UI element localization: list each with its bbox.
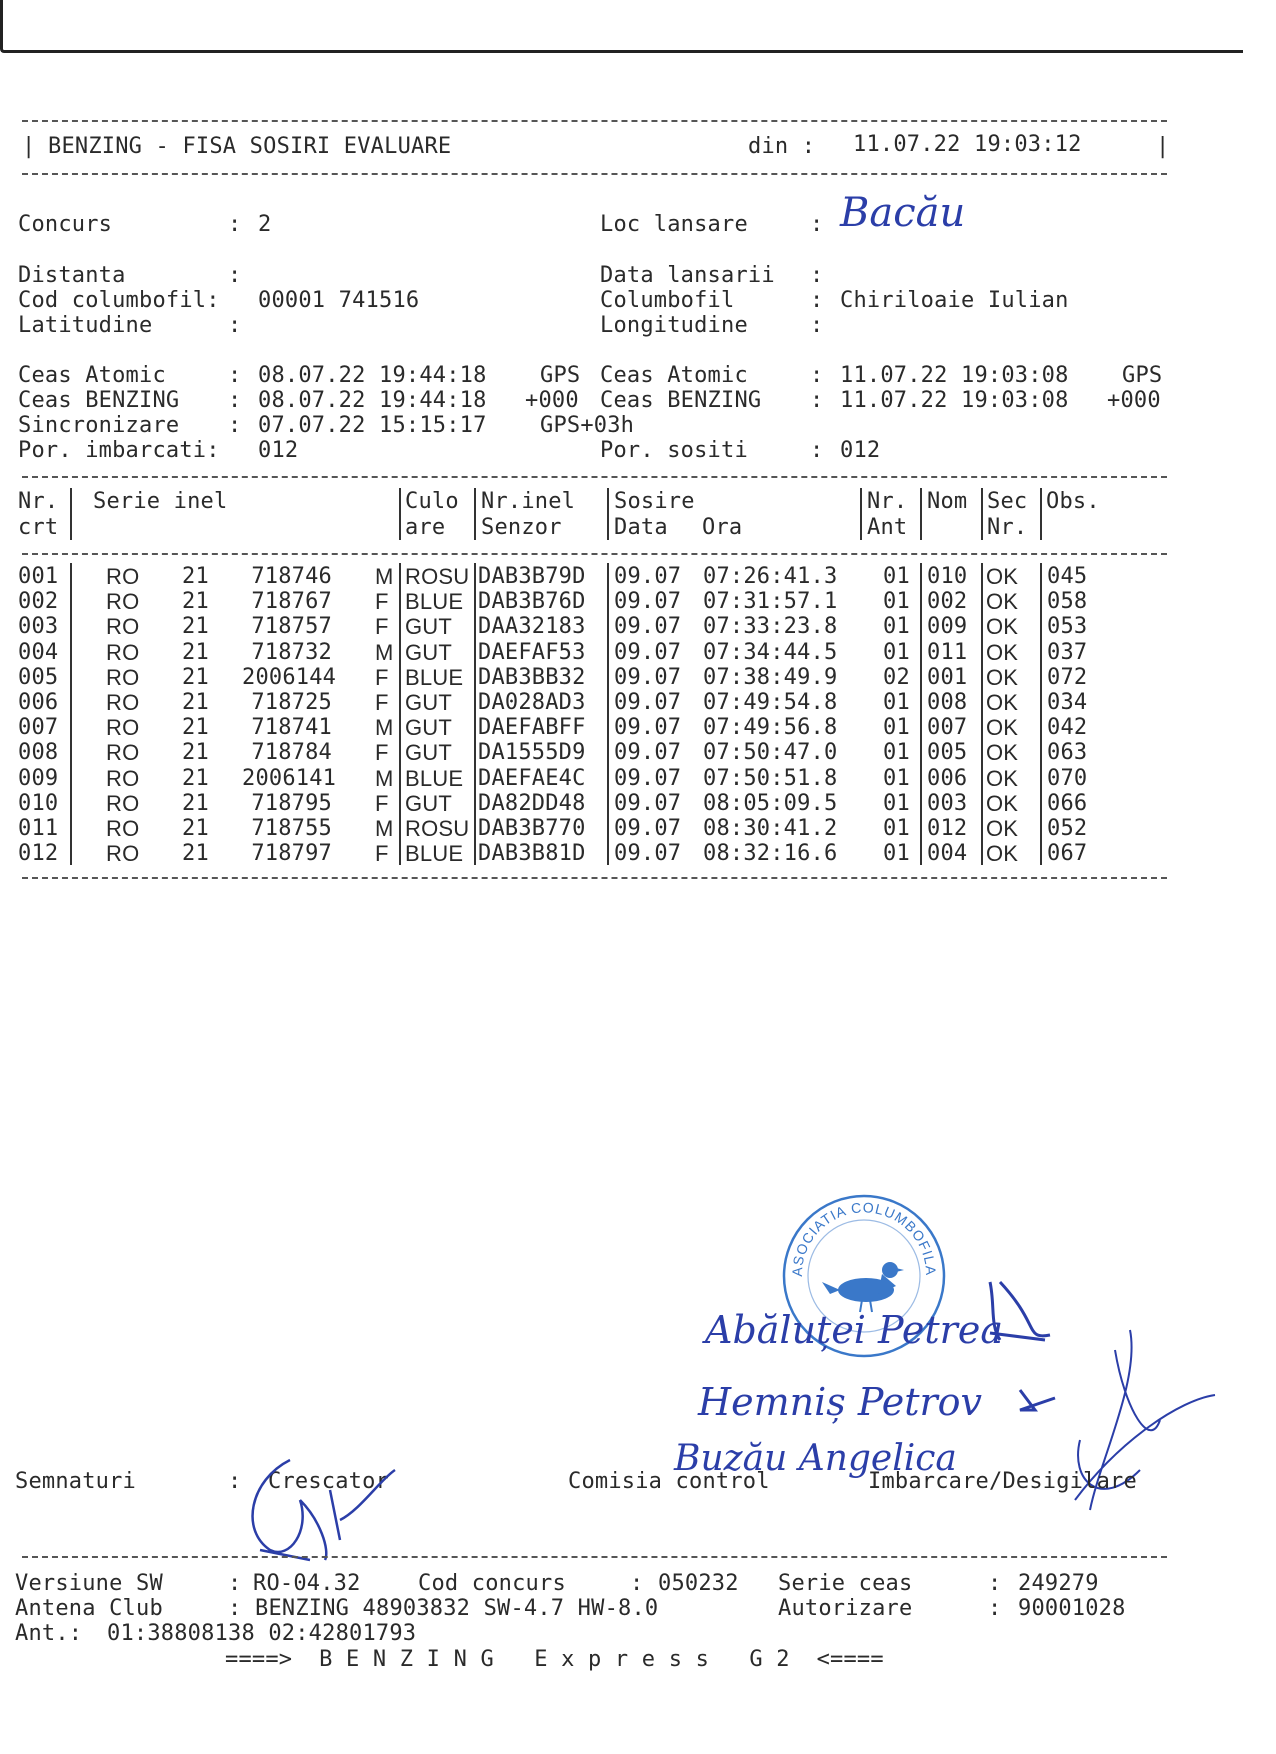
antena-colon: : [228,1596,242,1621]
versiune-label: Versiune SW [15,1571,163,1596]
imbarcati-value: 012 [258,438,299,463]
row-004-sec: OK [986,639,1019,665]
row-003-nr: 003 [18,614,59,640]
row-009-nr: 009 [18,765,59,791]
row-001-nr: 001 [18,564,59,589]
loc-lansare-colon: : [810,212,824,237]
semnaturi-label: Semnaturi [15,1469,137,1494]
row-004-ora: 07:34:44.5 [703,639,838,665]
row-011-ora: 08:30:41.2 [703,816,838,841]
signature-name-2: Hemniș Petrov [698,1380,982,1424]
row-005-tara: RO [106,664,140,690]
row-010-sex: F [375,790,389,816]
col-header-crt: crt [18,515,59,540]
cod-columbofil-value: 00001 741516 [258,288,420,313]
cod-concurs-value: 050232 [658,1571,739,1596]
din-label: din : [748,134,816,159]
row-005-sex: F [375,664,389,690]
row-011-obs: 052 [1047,816,1088,841]
ceas-benzing-value-start: 08.07.22 19:44:18 [258,388,487,413]
row-011-culoare: ROSU [405,816,470,841]
row-012-tara: RO [106,841,140,867]
document-title: BENZING - FISA SOSIRI EVALUARE [48,134,452,159]
row-001-ant: 01 [883,564,910,589]
row-004-inel: 718732 [251,639,332,665]
row-008-tara: RO [106,740,140,766]
autorizare-value: 90001028 [1018,1596,1126,1621]
col-header-culoare-2: are [405,515,446,540]
ceas-atomic-value-start: 08.07.22 19:44:18 [258,363,487,388]
col-header-nr: Nr. [18,489,59,514]
row-003-culoare: GUT [405,614,453,640]
cod-concurs-colon: : [630,1571,644,1596]
ant-value: 01:38808138 02:42801793 [107,1621,417,1646]
row-007-an: 21 [182,715,209,741]
row-009-culoare: BLUE [405,765,464,791]
signature-name-3: Buzău Angelica [674,1438,957,1479]
distanta-colon: : [228,263,242,288]
row-012-nom: 004 [927,841,968,867]
row-007-senzor: DAEFABFF [478,715,586,741]
din-timestamp: 11.07.22 19:03:12 [853,132,1082,157]
loc-lansare-label: Loc lansare [600,212,748,237]
breeder-signature [230,1450,420,1570]
header-right-pipe: | [1156,134,1170,159]
row-001-senzor: DAB3B79D [478,564,586,589]
row-008-ant: 01 [883,740,910,766]
antena-label: Antena Club [15,1596,163,1621]
row-001-inel: 718746 [251,564,332,589]
row-011-nom: 012 [927,816,968,841]
columbofil-value: Chiriloaie Iulian [840,288,1069,313]
row-009-ant: 01 [883,765,910,791]
row-001-an: 21 [182,564,209,589]
col-header-sosire-ora: Ora [702,515,743,540]
columbofil-colon: : [810,288,824,313]
row-011-sex: M [375,816,394,841]
autorizare-label: Autorizare [778,1596,913,1621]
row-006-nr: 006 [18,690,59,715]
imbarcati-label: Por. imbarcati: [18,438,220,463]
row-002-ant: 01 [883,589,910,615]
row-010-sec: OK [986,790,1019,816]
col-header-sosire: Sosire [614,489,695,514]
row-010-an: 21 [182,790,209,816]
row-002-ora: 07:31:57.1 [703,589,838,615]
ceas-atomic-suffix-start: GPS [540,363,581,388]
serie-ceas-label: Serie ceas [778,1571,913,1596]
row-012-culoare: BLUE [405,841,464,867]
row-002-tara: RO [106,589,140,615]
ceas-benzing-colon-end: : [810,388,824,413]
ceas-benzing-label-start: Ceas BENZING [18,388,180,413]
row-004-nom: 011 [927,639,968,665]
row-006-sex: F [375,690,389,715]
row-012-obs: 067 [1047,841,1088,867]
row-005-sec: OK [986,664,1019,690]
longitudine-label: Longitudine [600,313,748,338]
row-003-tara: RO [106,614,140,640]
ceas-benzing-value-end: 11.07.22 19:03:08 [840,388,1069,413]
header-left-pipe: | [22,134,36,159]
row-010-ant: 01 [883,790,910,816]
row-009-sec: OK [986,765,1019,791]
row-012-ant: 01 [883,841,910,867]
row-008-an: 21 [182,740,209,766]
row-002-nr: 002 [18,589,59,615]
col-header-sec-2: Nr. [987,515,1028,540]
row-006-senzor: DA028AD3 [478,690,586,715]
row-003-inel: 718757 [251,614,332,640]
versiune-colon: : [228,1571,242,1596]
col-header-ant-1: Nr. [867,489,908,514]
row-006-ora: 07:49:54.8 [703,690,838,715]
col-header-ant-2: Ant [867,515,908,540]
row-002-an: 21 [182,589,209,615]
row-012-an: 21 [182,841,209,867]
row-012-inel: 718797 [251,841,332,867]
row-007-nom: 007 [927,715,968,741]
row-003-nom: 009 [927,614,968,640]
row-003-sec: OK [986,614,1019,640]
row-003-obs: 053 [1047,614,1088,640]
row-012-sex: F [375,841,389,867]
concurs-label: Concurs [18,212,113,237]
ceas-atomic-colon-end: : [810,363,824,388]
row-003-sex: F [375,614,389,640]
row-010-ora: 08:05:09.5 [703,790,838,816]
row-007-culoare: GUT [405,715,453,741]
row-002-culoare: BLUE [405,589,464,615]
row-001-sex: M [375,564,394,589]
row-006-nom: 008 [927,690,968,715]
row-012-data: 09.07 [614,841,682,867]
footer-divider [22,1556,1167,1558]
row-008-inel: 718784 [251,740,332,766]
row-007-sex: M [375,715,394,741]
row-005-ora: 07:38:49.9 [703,664,838,690]
row-002-sec: OK [986,589,1019,615]
row-011-nr: 011 [18,816,59,841]
row-008-obs: 063 [1047,740,1088,766]
row-006-ant: 01 [883,690,910,715]
row-004-data: 09.07 [614,639,682,665]
row-008-data: 09.07 [614,740,682,766]
sositi-colon: : [810,438,824,463]
row-009-tara: RO [106,765,140,791]
row-005-nr: 005 [18,664,59,690]
row-001-sec: OK [986,564,1019,589]
row-007-nr: 007 [18,715,59,741]
row-007-ant: 01 [883,715,910,741]
row-004-culoare: GUT [405,639,453,665]
ceas-benzing-suffix-start: +000 [525,388,579,413]
row-010-obs: 066 [1047,790,1088,816]
row-011-sec: OK [986,816,1019,841]
data-lansarii-colon: : [810,263,824,288]
row-006-culoare: GUT [405,690,453,715]
serie-ceas-colon: : [988,1571,1002,1596]
row-008-senzor: DA1555D9 [478,740,586,766]
row-010-data: 09.07 [614,790,682,816]
sincronizare-colon: : [228,413,242,438]
row-009-nom: 006 [927,765,968,791]
row-005-culoare: BLUE [405,664,464,690]
row-005-obs: 072 [1047,664,1088,690]
row-004-nr: 004 [18,639,59,665]
row-010-senzor: DA82DD48 [478,790,586,816]
cod-concurs-label: Cod concurs [418,1571,566,1596]
row-004-ant: 01 [883,639,910,665]
row-001-culoare: ROSU [405,564,470,589]
crescator-label: Crescator [268,1469,390,1494]
stamp-text: ASOCIATIA COLUMBOFILA [788,1199,940,1277]
row-003-data: 09.07 [614,614,682,640]
ceas-benzing-label-end: Ceas BENZING [600,388,762,413]
ceas-atomic-colon-start: : [228,363,242,388]
col-header-serie: Serie inel [93,489,228,514]
row-005-inel: 2006144 [242,664,337,690]
col-header-sec-1: Sec [987,489,1028,514]
col-header-obs: Obs. [1046,489,1100,514]
row-006-data: 09.07 [614,690,682,715]
row-009-an: 21 [182,765,209,791]
row-010-nom: 003 [927,790,968,816]
row-006-an: 21 [182,690,209,715]
row-009-inel: 2006141 [242,765,337,791]
row-004-obs: 037 [1047,639,1088,665]
row-009-sex: M [375,765,394,791]
imbarcare-label: Imbarcare/Desigilare [868,1469,1137,1494]
latitudine-colon: : [228,313,242,338]
row-001-ora: 07:26:41.3 [703,564,838,589]
row-005-nom: 001 [927,664,968,690]
row-009-obs: 070 [1047,765,1088,791]
row-010-tara: RO [106,790,140,816]
row-010-nr: 010 [18,790,59,816]
row-008-culoare: GUT [405,740,453,766]
sositi-value: 012 [840,438,881,463]
row-010-inel: 718795 [251,790,332,816]
row-011-inel: 718755 [251,816,332,841]
row-004-an: 21 [182,639,209,665]
sincronizare-suffix: GPS+03h [540,413,635,438]
row-002-nom: 002 [927,589,968,615]
row-005-data: 09.07 [614,664,682,690]
longitudine-colon: : [810,313,824,338]
row-007-data: 09.07 [614,715,682,741]
row-002-senzor: DAB3B76D [478,589,586,615]
row-011-ant: 01 [883,816,910,841]
row-005-ant: 02 [883,664,910,690]
sincronizare-label: Sincronizare [18,413,180,438]
concurs-colon: : [228,212,242,237]
col-header-culoare-1: Culo [405,489,459,514]
latitudine-label: Latitudine [18,313,153,338]
row-008-sec: OK [986,740,1019,766]
signature-name-1: Abăluței Petrea [705,1308,1003,1352]
row-003-an: 21 [182,614,209,640]
row-008-ora: 07:50:47.0 [703,740,838,766]
cod-columbofil-label: Cod columbofil: [18,288,220,313]
row-007-tara: RO [106,715,140,741]
row-011-senzor: DAB3B770 [478,816,586,841]
row-001-obs: 045 [1047,564,1088,589]
comisia-label: Comisia control [568,1469,770,1494]
ceas-benzing-colon-start: : [228,388,242,413]
ceas-atomic-suffix-end: GPS [1122,363,1163,388]
row-003-senzor: DAA32183 [478,614,586,640]
row-006-obs: 034 [1047,690,1088,715]
row-011-tara: RO [106,816,140,841]
row-010-culoare: GUT [405,790,453,816]
col-header-sosire-data: Data [614,515,668,540]
row-011-data: 09.07 [614,816,682,841]
row-001-data: 09.07 [614,564,682,589]
row-001-nom: 010 [927,564,968,589]
row-003-ora: 07:33:23.8 [703,614,838,640]
col-header-senzor-1: Nr.inel [481,489,576,514]
row-001-tara: RO [106,564,140,589]
row-009-senzor: DAEFAE4C [478,765,586,791]
row-008-nr: 008 [18,740,59,766]
col-header-nom: Nom [927,489,968,514]
ceas-benzing-suffix-end: +000 [1107,388,1161,413]
ant-label: Ant.: [15,1621,83,1646]
row-004-sex: M [375,639,394,665]
row-005-senzor: DAB3BB32 [478,664,586,690]
row-006-sec: OK [986,690,1019,715]
row-007-obs: 042 [1047,715,1088,741]
row-009-data: 09.07 [614,765,682,791]
row-012-nr: 012 [18,841,59,867]
row-008-nom: 005 [927,740,968,766]
row-007-inel: 718741 [251,715,332,741]
row-011-an: 21 [182,816,209,841]
col-header-senzor-2: Senzor [481,515,562,540]
row-002-inel: 718767 [251,589,332,615]
row-006-tara: RO [106,690,140,715]
distanta-label: Distanta [18,263,126,288]
row-012-ora: 08:32:16.6 [703,841,838,867]
ceas-atomic-label-end: Ceas Atomic [600,363,748,388]
row-003-ant: 01 [883,614,910,640]
row-007-ora: 07:49:56.8 [703,715,838,741]
autorizare-colon: : [988,1596,1002,1621]
data-lansarii-label: Data lansarii [600,263,775,288]
row-009-ora: 07:50:51.8 [703,765,838,791]
row-006-inel: 718725 [251,690,332,715]
loc-lansare-handwritten: Bacău [840,190,966,236]
benzing-express-banner: ====> B E N Z I N G E x p r e s s G 2 <==== [225,1647,884,1672]
row-004-tara: RO [106,639,140,665]
ceas-atomic-value-end: 11.07.22 19:03:08 [840,363,1069,388]
semnaturi-colon: : [228,1469,242,1494]
row-002-obs: 058 [1047,589,1088,615]
row-007-sec: OK [986,715,1019,741]
serie-ceas-value: 249279 [1018,1571,1099,1596]
row-004-senzor: DAEFAF53 [478,639,586,665]
row-008-sex: F [375,740,389,766]
row-005-an: 21 [182,664,209,690]
row-012-senzor: DAB3B81D [478,841,586,867]
concurs-value: 2 [258,212,272,237]
columbofil-label: Columbofil [600,288,735,313]
sincronizare-value: 07.07.22 15:15:17 [258,413,487,438]
versiune-value: RO-04.32 [253,1571,361,1596]
ceas-atomic-label-start: Ceas Atomic [18,363,166,388]
sositi-label: Por. sositi [600,438,748,463]
row-002-data: 09.07 [614,589,682,615]
row-002-sex: F [375,589,389,615]
row-012-sec: OK [986,841,1019,867]
antena-value: BENZING 48903832 SW-4.7 HW-8.0 [255,1596,659,1621]
